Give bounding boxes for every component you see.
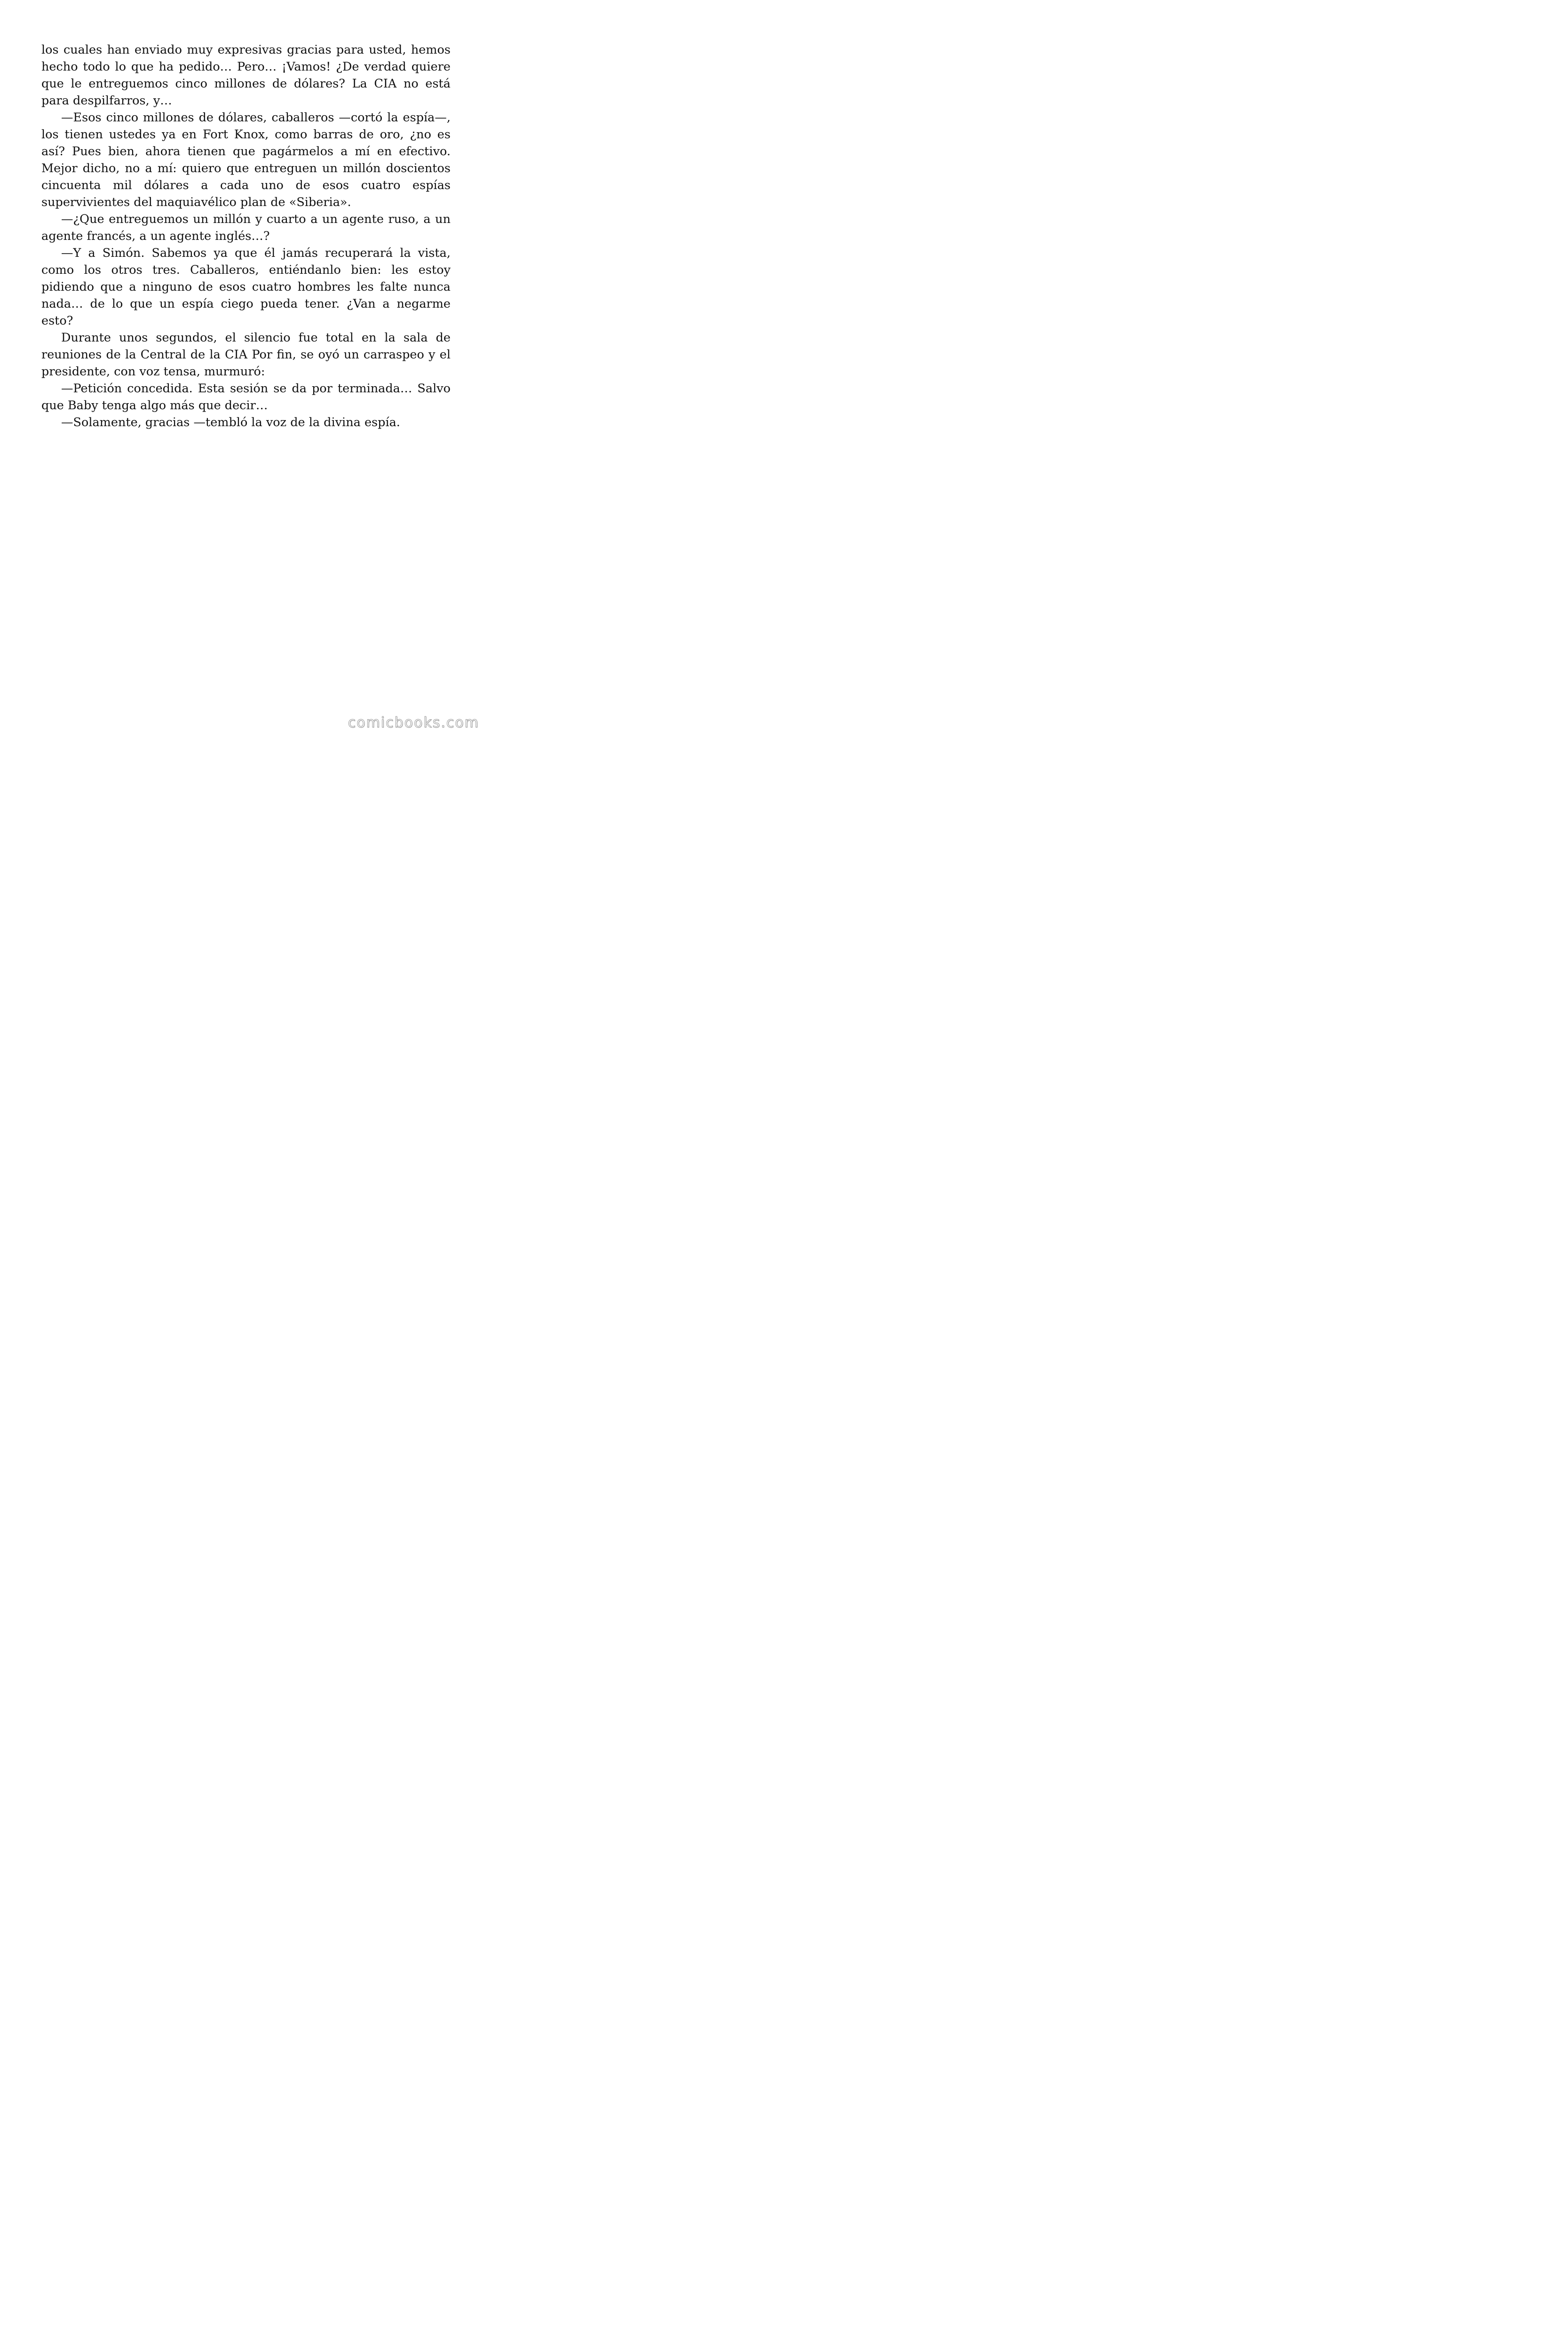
page-body bbox=[41, 41, 451, 431]
paragraph: los cuales han enviado muy expresivas gracias para usted, hemos hecho todo lo que ha pedido… Pero… ¡Vamos! ¿De verdad quiere que le entreguemos cinco millones de dólares? La CIA no está para despilfarros, y… bbox=[41, 43, 451, 108]
paragraph: —Y a Simón. Sabemos ya que él jamás recuperará la vista, como los otros tres. Caballeros, entiéndanlo bien: les estoy pidiendo que a ninguno de esos cuatro hombres les falte nunca nada… de lo que un espía ciego pueda tener. ¿Van a negarme esto? bbox=[41, 246, 451, 328]
paragraph: —Solamente, gracias —tembló la voz de la divina espía. bbox=[61, 415, 400, 429]
paragraph: —¿Que entreguemos un millón y cuarto a un agente ruso, a un agente francés, a un agente inglés…? bbox=[41, 212, 451, 243]
paragraph: Durante unos segundos, el silencio fue total en la sala de reuniones de la Central de la CIA Por fin, se oyó un carraspeo y el presidente, con voz tensa, murmuró: bbox=[41, 331, 451, 379]
paragraph: —Esos cinco millones de dólares, caballeros —cortó la espía—, los tienen ustedes ya en Fort Knox, como barras de oro, ¿no es así? Pues bien, ahora tienen que pagármelos a mí en efectivo. Mejor dicho, no a mí: quiero que entreguen un millón doscientos cincuenta mil dólares a cada uno de esos cuatro espías supervivientes del maquiavélico plan de «Siberia». bbox=[41, 111, 451, 209]
paragraph: —Petición concedida. Esta sesión se da por terminada… Salvo que Baby tenga algo más que decir… bbox=[41, 381, 451, 413]
watermark: comicbooks.com bbox=[348, 715, 479, 731]
